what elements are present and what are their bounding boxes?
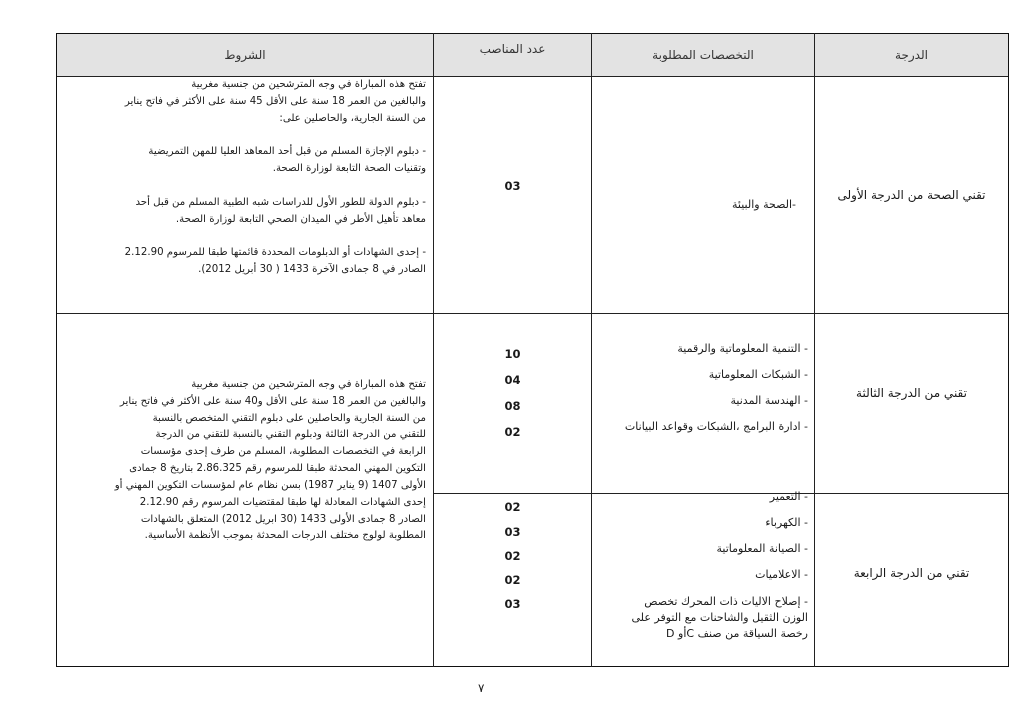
header-specialties: التخصصات المطلوبة [652, 48, 754, 62]
row2-posts-1: 10 [504, 347, 521, 361]
row3-specialty-2: - الكهرباء [765, 516, 808, 529]
header-conditions: الشروط [224, 48, 266, 62]
row2-specialty-1: - التنمية المعلوماتية والرقمية [677, 342, 808, 355]
row2-grade: تقني من الدرجة الثالثة [856, 386, 967, 400]
row1-conditions: تفتح هذه المباراة في وجه المترشحين من جنسية مغربية والبالغين من العمر 18 سنة على الأقل 45 سنة على الأكثر في فاتح يناير من السنة الجارية، والحاصلين على: - دبلوم الإجازة المسلم من قبل أحد المعاهد العليا للمهن التمريضية وتقنيات الصحة التابعة لوزارة الصحة. - دبلوم الدولة للطور الأول للدراسات شبه الطبية المسلم من قبل أحد معاهد تأهيل الأطر في الميدان الصحي التابعة لوزارة الصحة. - إحدى الشهادات أو الدبلومات المحددة قائمتها طبقا للمرسوم 2.12.90 الصادر في 8 جمادى الآخرة 1433 ( 30 أبريل 2012). [124, 79, 426, 276]
row2-specialty-3: - الهندسة المدنية [730, 394, 808, 407]
row3-grade: تقني من الدرجة الرابعة [853, 566, 970, 580]
row3-posts-2: 03 [504, 525, 521, 539]
row3-specialty-1: - التعمير [769, 490, 808, 503]
row1-specialty: -الصحة والبيئة [732, 198, 796, 211]
row3-posts-3: 02 [504, 549, 521, 563]
table-right-border [1008, 33, 1009, 667]
table-bottom-border [56, 666, 1009, 667]
row3-posts-1: 02 [504, 500, 521, 514]
row3-specialty-3: - الصيانة المعلوماتية [716, 542, 808, 555]
row1-grade: تقني الصحة من الدرجة الأولى [837, 188, 986, 202]
row3-posts-4: 02 [504, 573, 521, 587]
row2-posts-3: 08 [504, 399, 521, 413]
row2-posts-2: 04 [504, 373, 521, 387]
header-grade: الدرجة [895, 48, 928, 62]
row2-specialty-4: - ادارة البرامج ،الشبكات وقواعد البيانات [624, 420, 808, 433]
rows2-3-conditions: تفتح هذه المباراة في وجه المترشحين من جنسية مغربية والبالغين من العمر 18 سنة على الأقل و40 سنة على الأكثر في فاتح يناير من السنة الجارية والحاصلين على دبلوم التقني المتخصص بالنسبة للتقني من الدرجة الثالثة ودبلوم التقني بالنسبة للتقني من الدرجة الرابعة في التخصصات المطلوبة، المسلم من طرف إحدى مؤسسات التكوين المهني المحدثة طبقا للمرسوم رقم 2.86.325 بتاريخ 8 جمادى الأولى 1407 (9 يناير 1987) بسن نظام عام لمؤسسات التكوين المهني أو إحدى الشهادات المعادلة لها طبقا لمقتضيات المرسوم رقم 2.12.90 الصادر 8 جمادى الأولى 1433 (30 ابريل 2012) المتعلق بالشهادات المطلوبة لولوج مختلف الدرجات المحدثة بموجب الأنظمة الأساسية. [114, 379, 426, 542]
row2-posts-4: 02 [504, 425, 521, 439]
row3-specialty-5: - إصلاح الاليات ذات المحرك تخصص الوزن الثقيل والشاحنات مع التوفر على رخصة السياقة من صنف Cأو D [631, 595, 808, 640]
table-top-border [56, 33, 1009, 34]
row1-bottom-border [56, 313, 1009, 314]
page-number: ٧ [478, 681, 485, 695]
header-posts: عدد المناصب [479, 42, 546, 56]
posts-column-border [591, 33, 592, 667]
row3-specialty-4: - الاعلاميات [755, 568, 808, 581]
row2-specialty-2: - الشبكات المعلوماتية [708, 368, 808, 381]
row3-posts-5: 03 [504, 597, 521, 611]
table-left-border [56, 33, 57, 667]
row1-posts: 03 [504, 179, 521, 193]
